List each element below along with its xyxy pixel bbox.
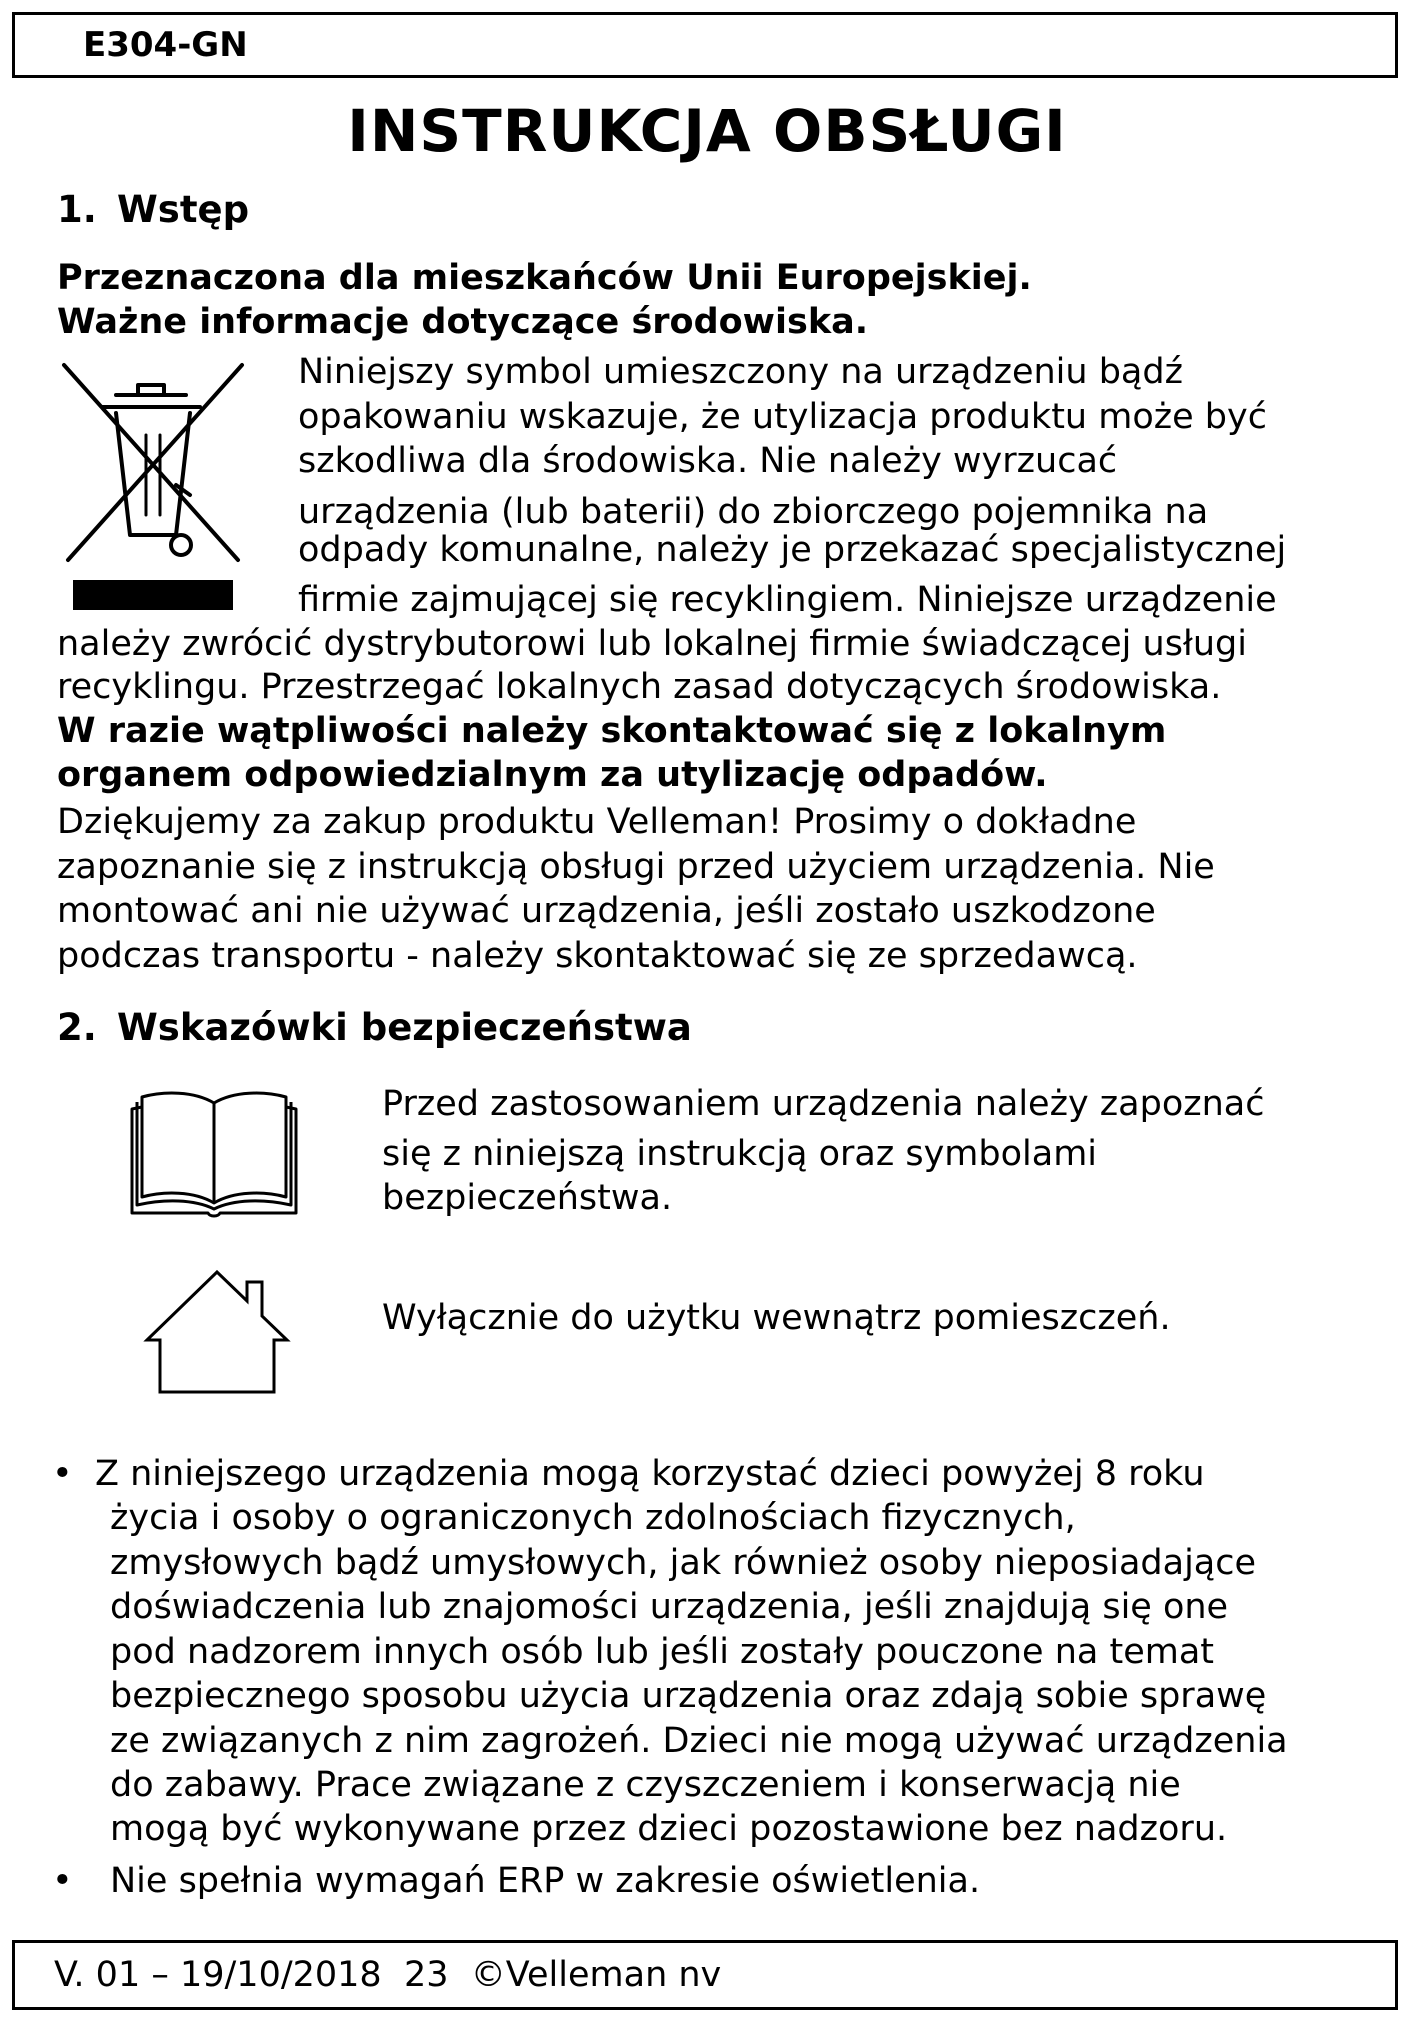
thanks-text-line: montować ani nie używać urządzenia, jeśli zostało uszkodzone: [57, 891, 1156, 931]
children-safety-line: zmysłowych bądź umysłowych, jak również osoby nieposiadające: [110, 1543, 1257, 1583]
children-safety-line: doświadczenia lub znajomości urządzenia, jeśli znajdują się one: [110, 1587, 1229, 1627]
footer-page-number: 23: [403, 1955, 449, 1995]
section-2-number: 2.: [57, 1006, 97, 1049]
weee-text-line: opakowaniu wskazuje, że utylizacja produktu może być: [298, 397, 1267, 437]
disposal-warning-line: W razie wątpliwości należy skontaktować się z lokalnym: [57, 711, 1167, 751]
thanks-text-line: zapoznanie się z instrukcją obsługi przed użyciem urządzenia. Nie: [57, 847, 1215, 887]
section-1-title: Wstęp: [117, 188, 250, 231]
indoor-use-text: Wyłącznie do użytku wewnątrz pomieszczeń.: [382, 1298, 1171, 1338]
manual-book-icon: [124, 1085, 304, 1225]
indoor-house-icon: [132, 1262, 302, 1402]
environment-info-line: Ważne informacje dotyczące środowiska.: [57, 302, 869, 342]
children-safety-line: mogą być wykonywane przez dzieci pozostawione bez nadzoru.: [110, 1809, 1228, 1849]
weee-text-line: należy zwrócić dystrybutorowi lub lokalnej firmie świadczącej usługi: [57, 624, 1247, 664]
section-2-title: Wskazówki bezpieczeństwa: [117, 1006, 692, 1049]
disposal-warning-line: organem odpowiedzialnym za utylizację odpadów.: [57, 755, 1048, 795]
read-manual-text-line: się z niniejszą instrukcją oraz symbolami: [382, 1134, 1098, 1174]
weee-text-line: odpady komunalne, należy je przekazać specjalistycznej: [298, 530, 1287, 570]
footer-copyright: ©Velleman nv: [470, 1955, 722, 1995]
eu-residents-line: Przeznaczona dla mieszkańców Unii Europejskiej.: [57, 258, 1032, 298]
header-box: [12, 12, 1398, 78]
children-safety-line: do zabawy. Prace związane z czyszczeniem i konserwacją nie: [110, 1765, 1181, 1805]
read-manual-text-line: Przed zastosowaniem urządzenia należy zapoznać: [382, 1084, 1265, 1124]
weee-text-line: firmie zajmującej się recyklingiem. Niniejsze urządzenie: [298, 580, 1277, 620]
children-safety-line: Z niniejszego urządzenia mogą korzystać dzieci powyżej 8 roku: [95, 1454, 1205, 1494]
crossed-out-wheeled-bin-icon: [58, 355, 248, 610]
children-safety-line: pod nadzorem innych osób lub jeśli zostały pouczone na temat: [110, 1632, 1214, 1672]
section-2-heading: [57, 1006, 692, 1050]
bullet-dot-icon: •: [52, 1861, 73, 1901]
thanks-text-line: podczas transportu - należy skontaktować się ze sprzedawcą.: [57, 936, 1138, 976]
footer-version: V. 01 – 19/10/2018: [54, 1955, 382, 1995]
weee-text-line: urządzenia (lub baterii) do zbiorczego pojemnika na: [298, 492, 1209, 532]
children-safety-line: bezpiecznego sposobu użycia urządzenia oraz zdają sobie sprawę: [110, 1676, 1267, 1716]
children-safety-line: ze związanych z nim zagrożeń. Dzieci nie mogą używać urządzenia: [110, 1721, 1288, 1761]
weee-text-line: szkodliwa dla środowiska. Nie należy wyrzucać: [298, 441, 1118, 481]
bullet-dot-icon: •: [52, 1454, 73, 1494]
weee-text-line: recyklingu. Przestrzegać lokalnych zasad dotyczących środowiska.: [57, 667, 1222, 707]
page-title: INSTRUKCJA OBSŁUGI: [347, 97, 1067, 165]
thanks-text-line: Dziękujemy za zakup produktu Velleman! Prosimy o dokładne: [57, 802, 1137, 842]
read-manual-text-line: bezpieczeństwa.: [382, 1178, 673, 1218]
weee-text-line: Niniejszy symbol umieszczony na urządzeniu bądź: [298, 352, 1183, 392]
children-safety-line: życia i osoby o ograniczonych zdolnościach fizycznych,: [110, 1498, 1076, 1538]
model-number: E304-GN: [83, 25, 248, 65]
section-1-heading: [57, 188, 249, 232]
erp-notice-line: Nie spełnia wymagań ERP w zakresie oświetlenia.: [110, 1861, 981, 1901]
section-1-number: 1.: [57, 188, 97, 231]
footer: [54, 1953, 721, 1997]
